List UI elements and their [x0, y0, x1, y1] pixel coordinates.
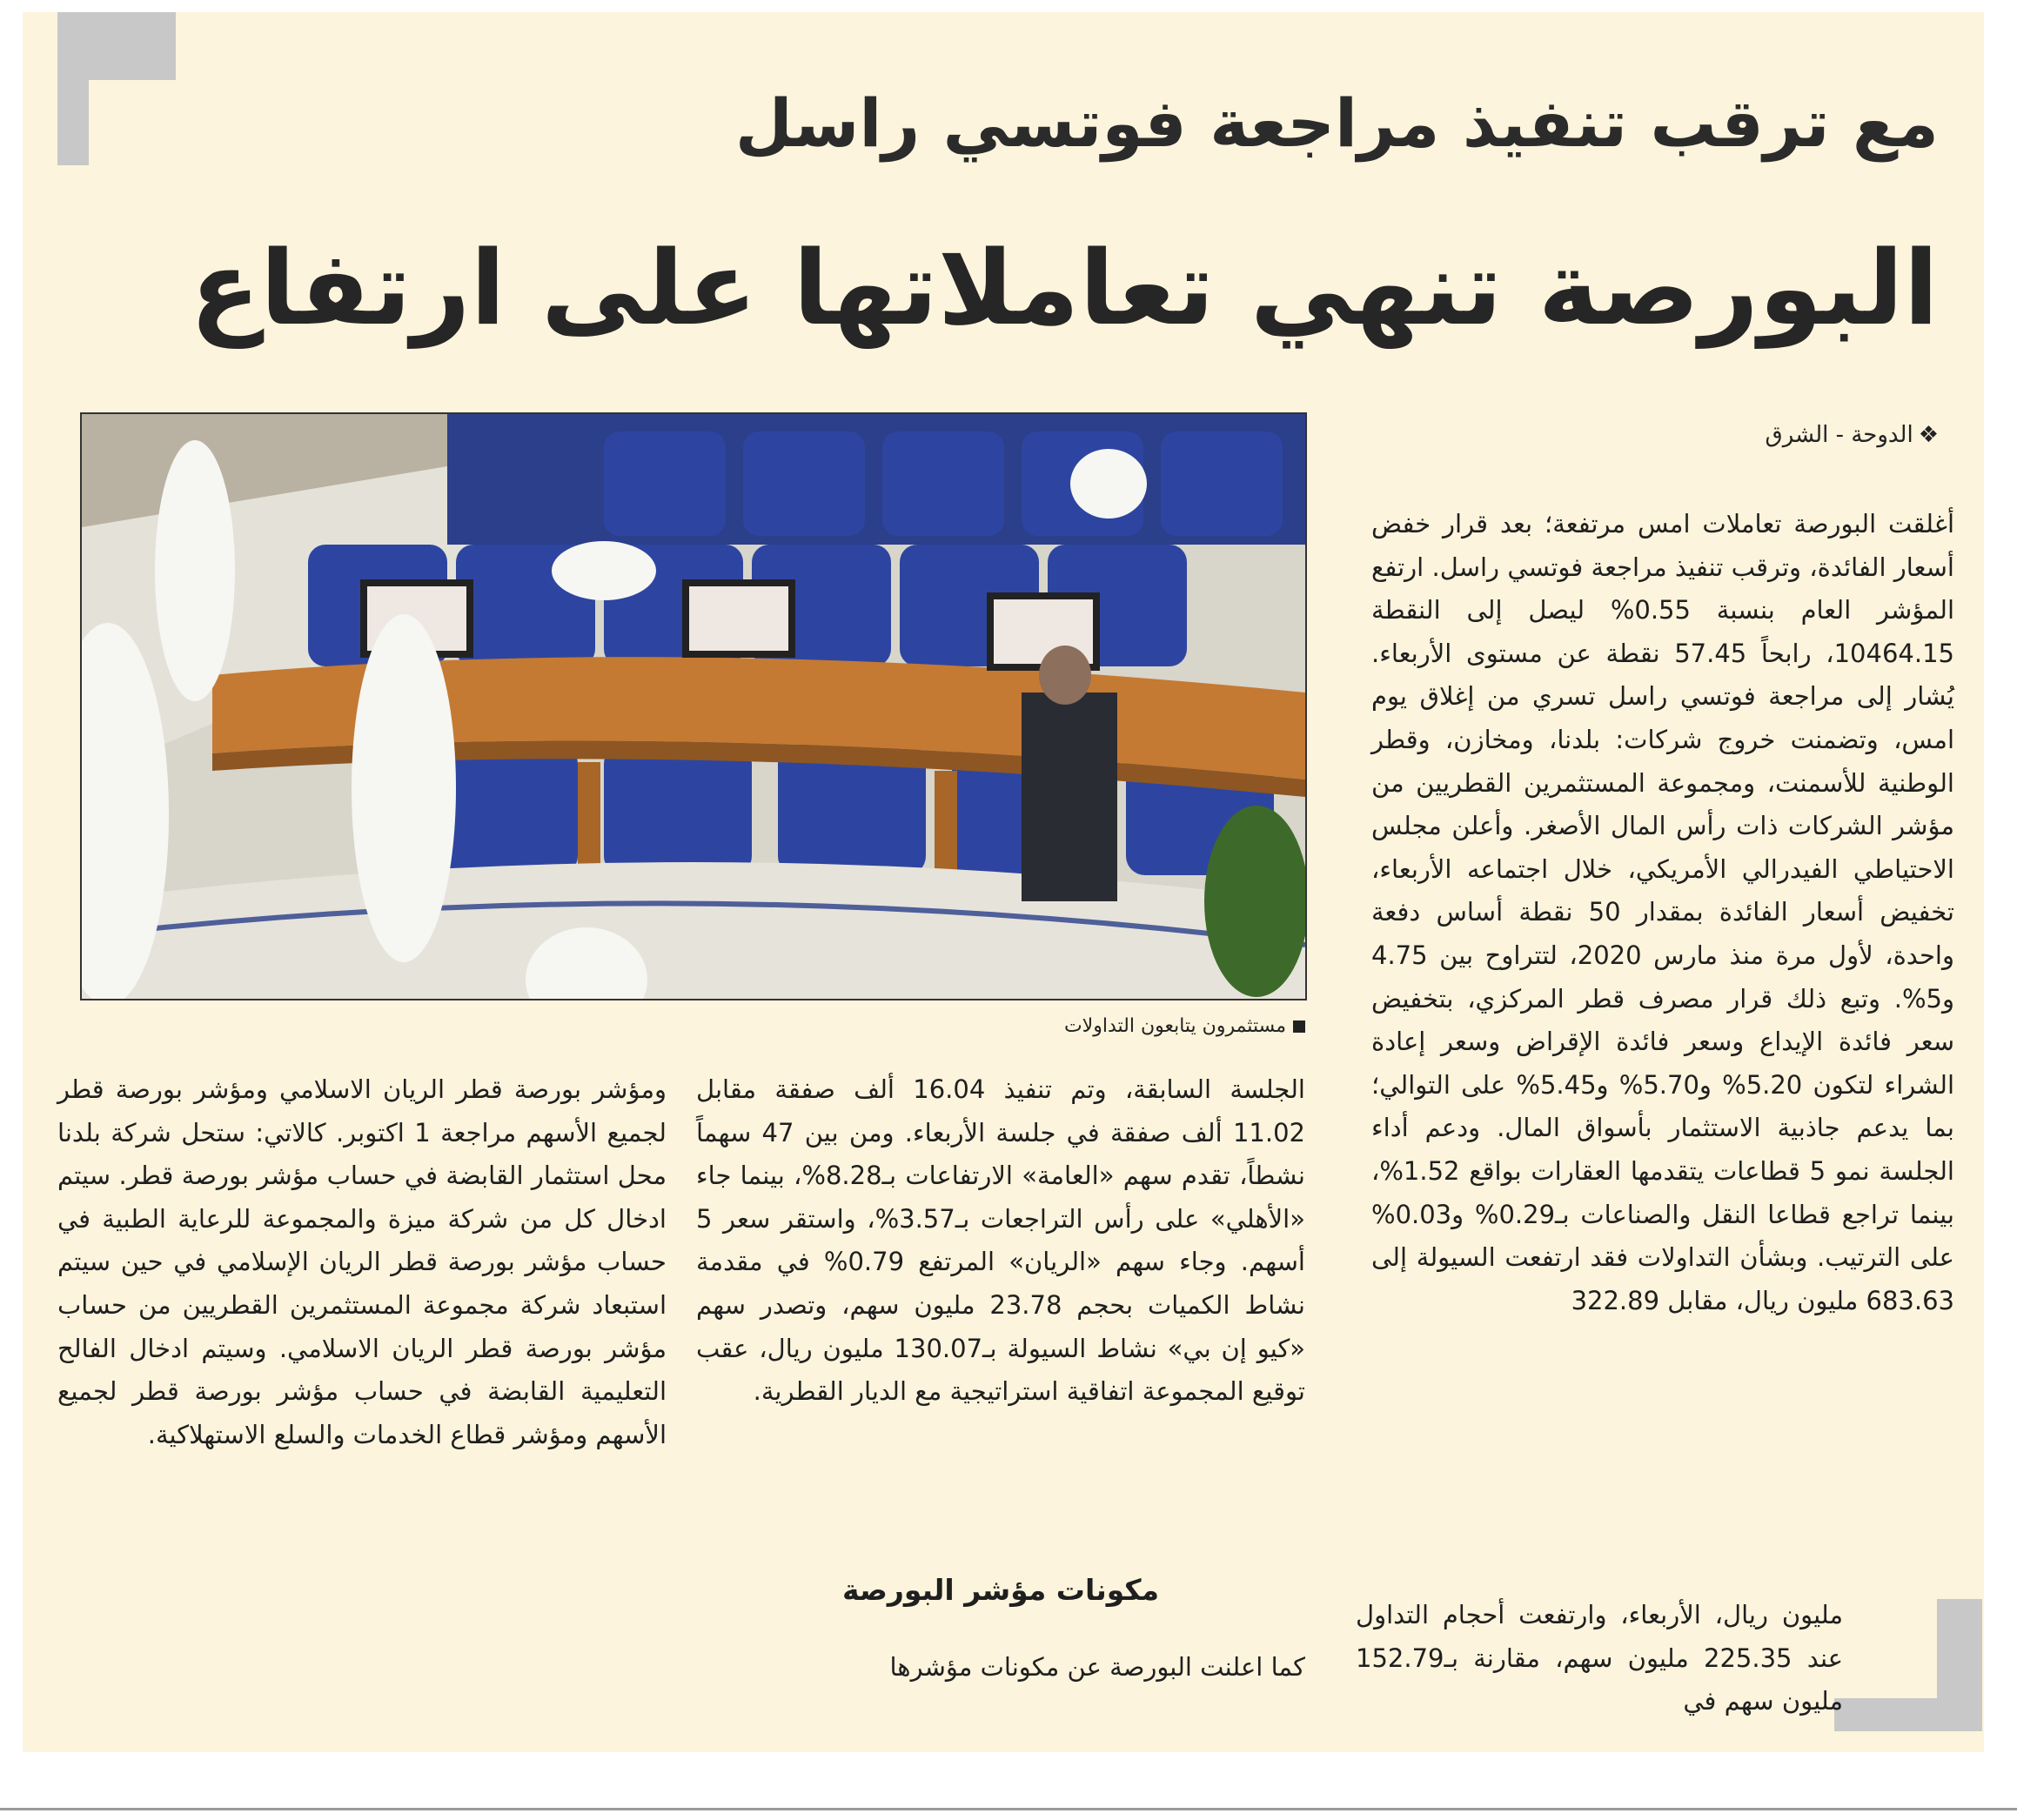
diamond-icon: ❖ — [1918, 422, 1939, 448]
article-kicker: مع ترقب تنفيذ مراجعة فوتسي راسل — [734, 84, 1939, 162]
page-bottom-rule — [0, 1808, 2017, 1810]
article-column-middle: الجلسة السابقة، وتم تنفيذ 16.04 ألف صفقة مقابل 11.02 ألف صفقة في جلسة الأربعاء. ومن بين 47 سهماً نشطاً، تقدم سهم «العامة» الارتفاعات بـ8.28%، بينما جاء «الأهلي» على رأس التراجعات بـ3.57%، واستقر سعر 5 أسهم. وجاء سهم «الريان» المرتفع 0.79% في مقدمة نشاط الكميات بحجم 23.78 مليون سهم، وتصدر سهم «كيو إن بي» نشاط السيولة بـ130.07 مليون ريال، عقب توقيع المجموعة اتفاقية استراتيجية مع الديار القطرية. — [696, 1074, 1306, 1407]
article-column-left: ومؤشر بورصة قطر الريان الاسلامي ومؤشر بورصة قطر لجميع الأسهم مراجعة 1 اكتوبر. كالاتي: ستحل شركة بلدنا محل استثمار القابضة في حساب مؤشر بورصة قطر. سيتم ادخال كل من شركة ميزة والمجموعة للرعاية الطبية في حساب مؤشر بورصة قطر الريان الإسلامي في حين سيتم استبعاد شركة مجموعة المستثمرين القطريين من حساب مؤشر بورصة قطر الريان الاسلامي. وسيتم ادخال الفالح التعليمية القابضة في حساب مؤشر بورصة قطر لجميع الأسهم ومؤشر قطاع الخدمات والسلع الاستهلاكية. — [57, 1074, 667, 1449]
byline — [1451, 418, 1939, 452]
article-headline: البورصة تنهي تعاملاتها على ارتفاع — [190, 228, 1939, 348]
photo-caption-text: مستثمرون يتابعون التداولات — [1063, 1015, 1286, 1037]
article-column-right-tail: مليون ريال، الأربعاء، وارتفعت أحجام التداول عند 225.35 مليون سهم، مقارنة بـ152.79 مليون سهم في — [1356, 1600, 1843, 1716]
article-column-right: أغلقت البورصة تعاملات امس مرتفعة؛ بعد قرار خفض أسعار الفائدة، وترقب تنفيذ مراجعة فوتسي راسل. ارتفع المؤشر العام بنسبة 0.55% ليصل إلى النقطة 10464.15، رابحاً 57.45 نقطة عن مستوى الأربعاء. يُشار إلى مراجعة فوتسي راسل تسري من إغلاق يوم امس، وتضمنت خروج شركات: بلدنا، ومخازن، وقطر الوطنية للأسمنت، ومجموعة المستثمرين القطريين من مؤشر الشركات ذات رأس المال الأصغر. وأعلن مجلس الاحتياطي الفيدرالي الأمريكي، خلال اجتماعه الأربعاء، تخفيض أسعار الفائدة بمقدار 50 نقطة أساس دفعة واحدة، لأول مرة منذ مارس 2020، لتتراوح بين 4.75 و5%. وتبع ذلك قرار مصرف قطر المركزي، بتخفيض سعر فائدة الإيداع وسعر فائدة الإقراض وسعر إعادة الشراء لتكون 5.20% و5.70% و5.45% على التوالي؛ بما يدعم جاذبية الاستثمار بأسواق المال. ودعم أداء الجلسة نمو 5 قطاعات يتقدمها العقارات بواقع 1.52%، بينما تراجع قطاعا النقل والصناعات بـ0.29% و0.03% على الترتيب. وبشأن التداولات فقد ارتفعت السيولة إلى 683.63 مليون ريال، مقابل 322.89 — [1371, 509, 1955, 1315]
article-photo — [80, 412, 1307, 1000]
byline-text: الدوحة - الشرق — [1765, 422, 1913, 448]
trading-floor-illustration — [82, 414, 1305, 999]
section-subheading: مكونات مؤشر البورصة — [841, 1573, 1160, 1607]
corner-ornament-bottom-right — [1834, 1599, 1982, 1731]
article-column-middle-continued: كما اعلنت البورصة عن مكونات مؤشرها — [889, 1652, 1305, 1682]
corner-ornament-top-left — [57, 12, 176, 165]
caption-bullet-icon — [1293, 1020, 1305, 1033]
photo-caption — [748, 1013, 1305, 1040]
